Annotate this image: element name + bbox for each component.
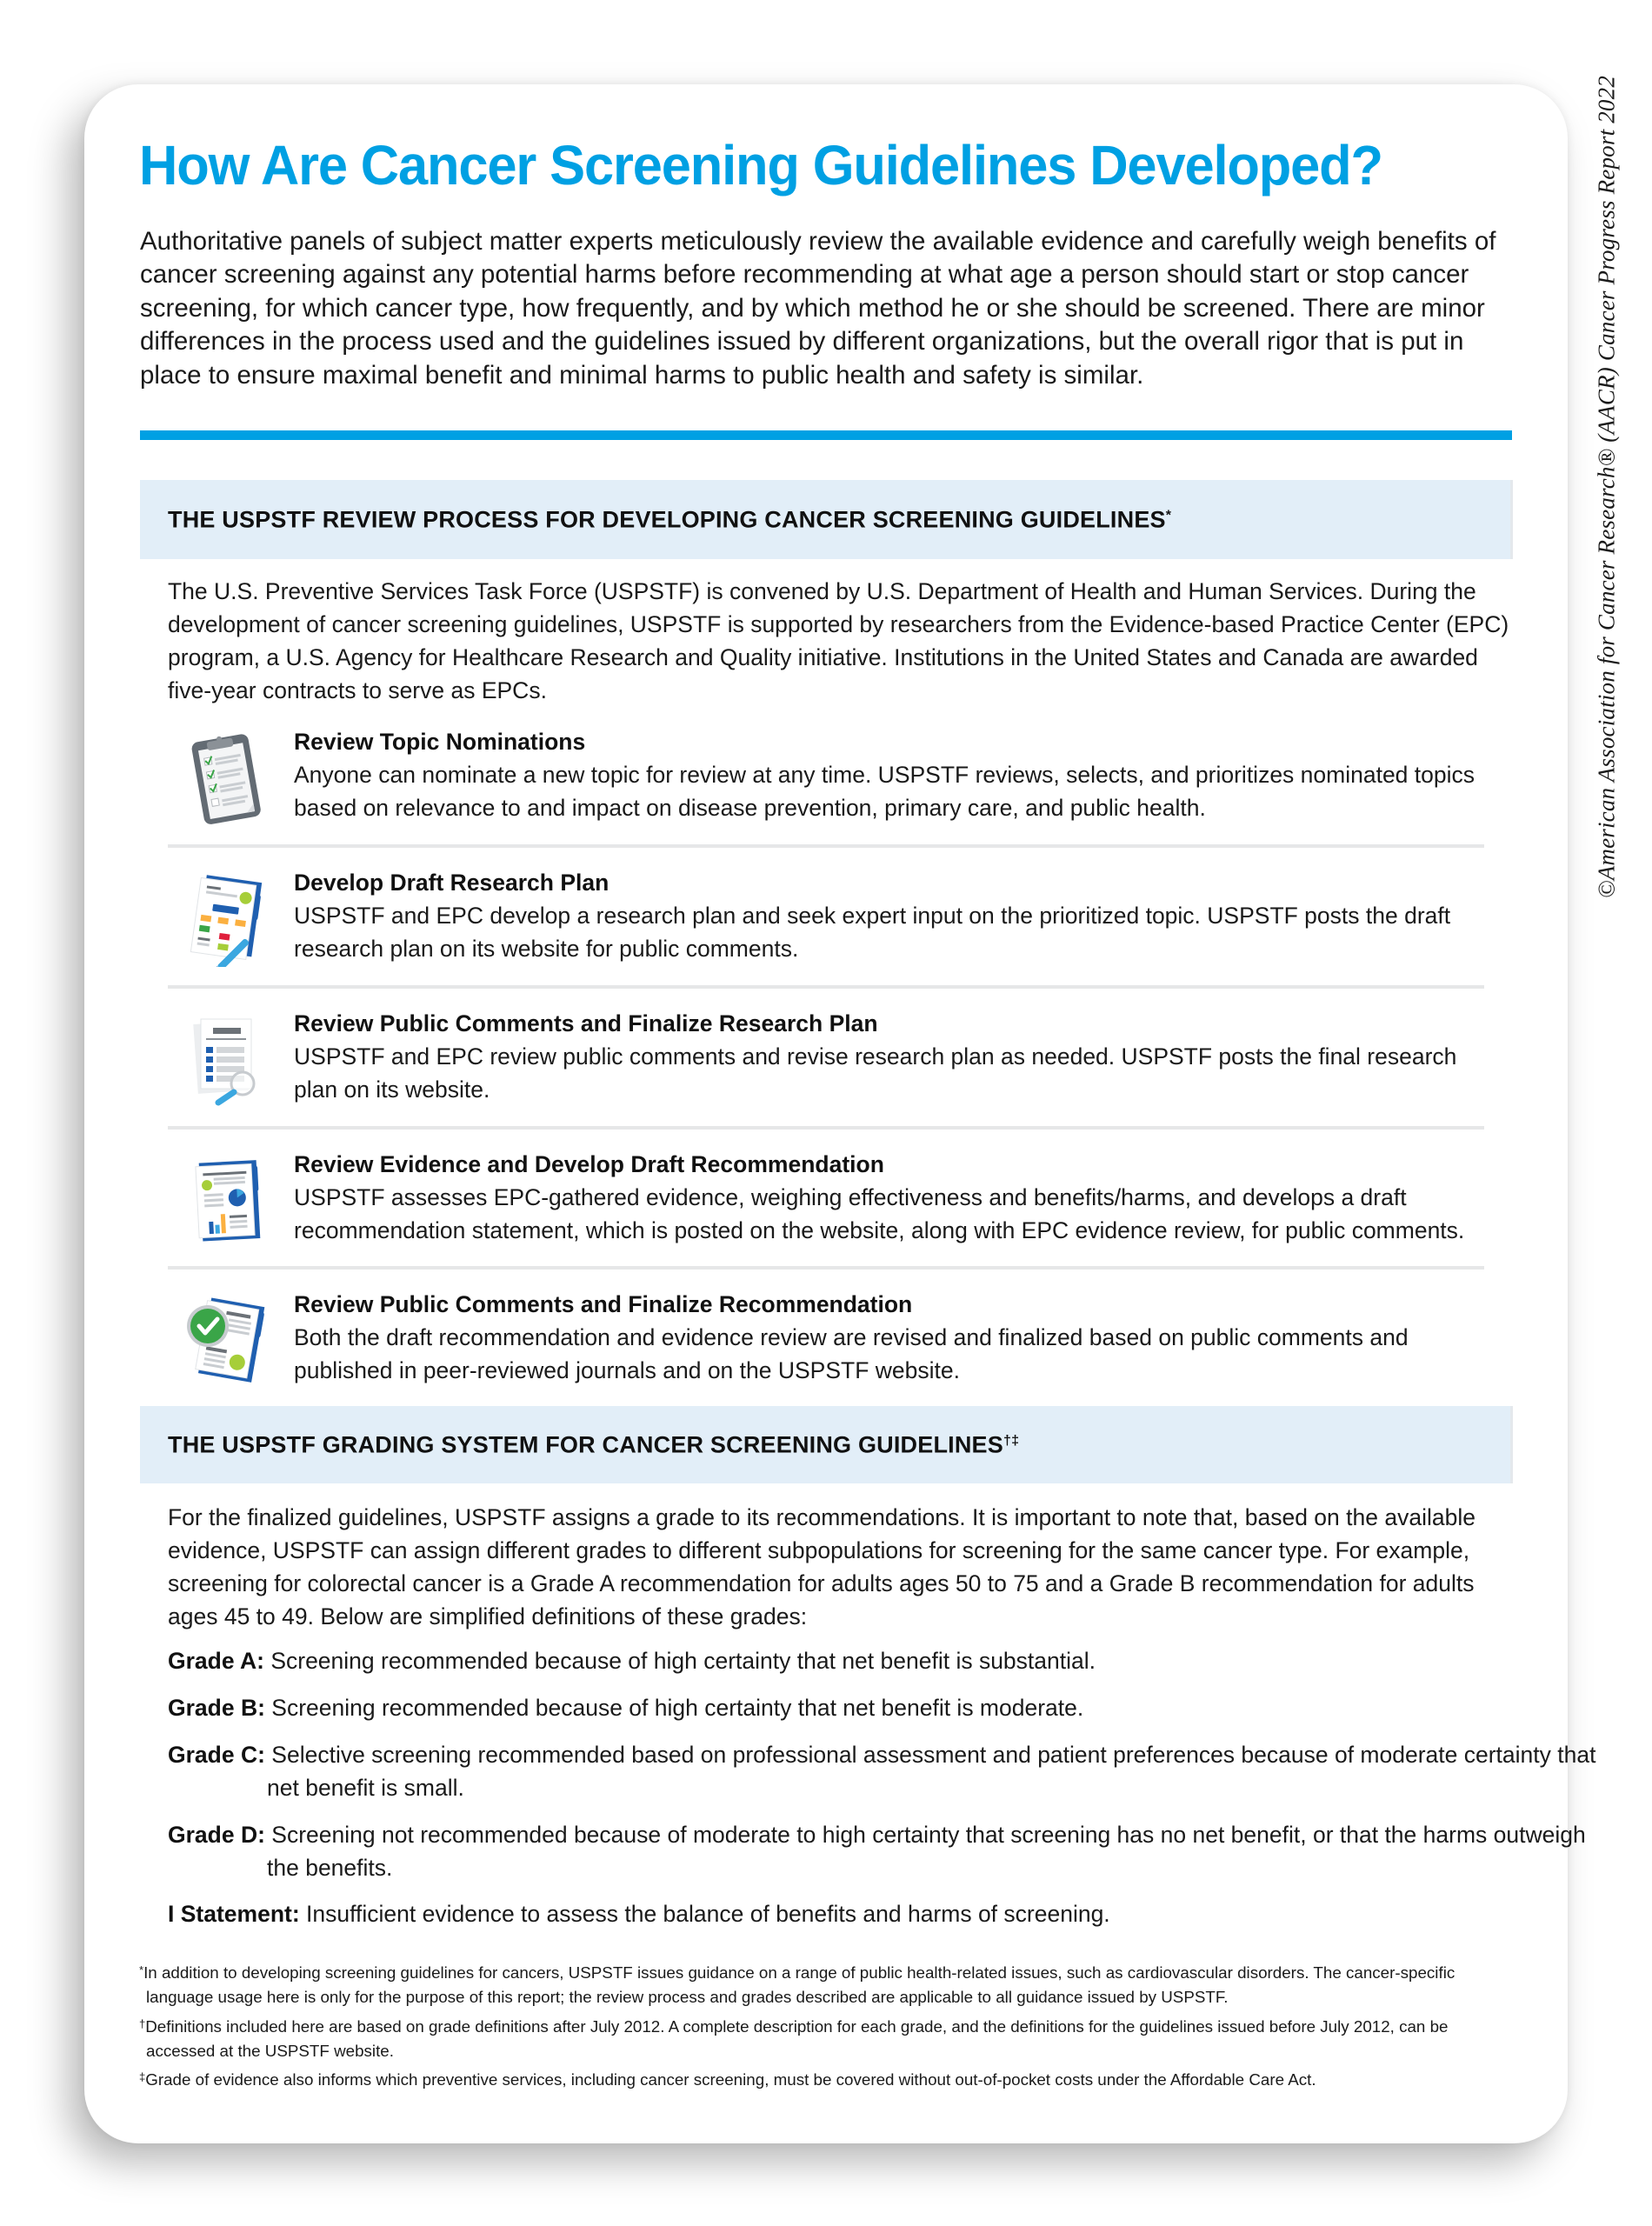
- step-divider: [168, 1266, 1484, 1270]
- footnote-mark: †: [139, 2017, 146, 2030]
- footnote-asterisk: [139, 1958, 1520, 2009]
- grading-system-header-text: THE USPSTF GRADING SYSTEM FOR CANCER SCREENING GUIDELINES: [168, 1431, 1003, 1457]
- grade-text: Screening recommended because of high certainty that net benefit is substantial.: [270, 1648, 1096, 1674]
- footnote-text: Definitions included here are based on grade definitions after July 2012. A complete description for each grade, and the definitions for the guidelines issued before July 2012, can be accessed at the USPSTF website.: [145, 2017, 1449, 2060]
- step-title: Review Evidence and Develop Draft Recommendation: [294, 1151, 884, 1177]
- grade-text: Insufficient evidence to assess the balance of benefits and harms of screening.: [306, 1901, 1110, 1927]
- grading-system-description: For the finalized guidelines, USPSTF assigns a grade to its recommendations. It is important to note that, based on the available evidence, USPSTF can assign different grades to different subpopulations for screening for the same cancer type. For example, screening for colorectal cancer is a Grade A recommendation for adults ages 50 to 75 and a Grade B recommendation for adults ages 45 to 49. Below are simplified definitions of these grades:: [168, 1504, 1475, 1630]
- page-title: How Are Cancer Screening Guidelines Developed?: [139, 134, 1382, 197]
- step-description: USPSTF and EPC review public comments and revise research plan as needed. USPSTF posts the final research plan on its website.: [294, 1043, 1457, 1103]
- step-description: Anyone can nominate a new topic for review at any time. USPSTF reviews, selects, and prioritizes nominated topics based on relevance to and impact on disease prevention, primary care, and public health.: [294, 762, 1475, 821]
- step-title: Review Public Comments and Finalize Research Plan: [294, 1010, 878, 1036]
- grade-text: Screening not recommended because of moderate to high certainty that screening has no net benefit, or that the harms outweigh the benefits.: [267, 1822, 1586, 1881]
- grade-text: Selective screening recommended based on professional assessment and patient preferences because of moderate certainty that net benefit is small.: [267, 1742, 1596, 1801]
- footnote-text: In addition to developing screening guidelines for cancers, USPSTF issues guidance on a range of public health-related issues, such as cardiovascular disorders. The cancer-specific language usage here is only for the purpose of this report; the review process and grades described are applicable to all guidance issued by USPSTF.: [143, 1963, 1455, 2006]
- report-charts-icon: [182, 1153, 272, 1249]
- footnote-double-dagger: [139, 2065, 1520, 2092]
- step-description: Both the draft recommendation and evidence review are revised and finalized based on public comments and published in peer-reviewed journals and on the USPSTF website.: [294, 1324, 1409, 1383]
- grade-text: Screening recommended because of high certainty that net benefit is moderate.: [271, 1695, 1084, 1721]
- grade-label: Grade B:: [168, 1695, 265, 1721]
- grade-c-definition: [168, 1738, 1610, 1804]
- grade-a-definition: [168, 1644, 1610, 1677]
- step-title: Develop Draft Research Plan: [294, 870, 610, 896]
- step-description: USPSTF assesses EPC-gathered evidence, weighing effectiveness and benefits/harms, and develops a draft recommendation statement, which is posted on the website, along with EPC evidence review, for public comments.: [294, 1184, 1465, 1243]
- step-title: Review Public Comments and Finalize Recommendation: [294, 1291, 913, 1317]
- step-divider: [168, 985, 1484, 989]
- approved-document-checkmark-icon: [182, 1293, 272, 1389]
- grade-b-definition: [168, 1691, 1610, 1724]
- copyright-notice: ©American Association for Cancer Research® (AACR) Cancer Progress Report 2022: [1593, 75, 1620, 899]
- review-process-header-text: THE USPSTF REVIEW PROCESS FOR DEVELOPING CANCER SCREENING GUIDELINES: [168, 506, 1166, 532]
- footnote-mark: ‡: [139, 2070, 146, 2083]
- i-statement-definition: [168, 1897, 1511, 1930]
- footnote-text: Grade of evidence also informs which preventive services, including cancer screening, must be covered without out-of-pocket costs under the Affordable Care Act.: [145, 2070, 1316, 2089]
- clipboard-checklist-icon: [182, 730, 272, 826]
- step-description: USPSTF and EPC develop a research plan and seek expert input on the prioritized topic. USPSTF posts the draft research plan on its website for public comments.: [294, 903, 1451, 962]
- footnote-mark: *: [1165, 508, 1172, 523]
- step-divider: [168, 844, 1484, 848]
- grade-label: I Statement:: [168, 1901, 300, 1927]
- footnote-mark: †‡: [1003, 1433, 1020, 1448]
- flowchart-document-pen-icon: [182, 871, 272, 967]
- grade-label: Grade D:: [168, 1822, 265, 1848]
- grade-label: Grade C:: [168, 1742, 265, 1768]
- review-process-description: The U.S. Preventive Services Task Force (USPSTF) is convened by U.S. Department of Health and Human Services. During the development of cancer screening guidelines, USPSTF is supported by researchers from the Evidence-based Practice Center (EPC) program, a U.S. Agency for Healthcare Research and Quality initiative. Institutions in the United States and Canada are awarded five-year contracts to serve as EPCs.: [168, 578, 1509, 703]
- intro-paragraph: Authoritative panels of subject matter experts meticulously review the available evidence and carefully weigh benefits of cancer screening against any potential harms before recommending at what age a person should start or stop cancer screening, for which cancer type, how frequently, and by which method he or she should be screened. There are minor differences in the process used and the guidelines issued by different organizations, but the overall rigor that is put in place to ensure maximal benefit and minimal harms to public health and safety is similar.: [140, 227, 1496, 390]
- grading-system-header: [140, 1406, 1513, 1483]
- grade-label: Grade A:: [168, 1648, 264, 1674]
- document-magnifier-icon: [182, 1012, 272, 1108]
- footnote-mark: *: [139, 1963, 144, 1976]
- review-process-header: [140, 480, 1513, 559]
- title-divider-rule: [140, 430, 1512, 440]
- step-divider: [168, 1126, 1484, 1130]
- footnote-dagger: [139, 2012, 1520, 2063]
- step-title: Review Topic Nominations: [294, 729, 586, 755]
- grade-d-definition: [168, 1818, 1610, 1884]
